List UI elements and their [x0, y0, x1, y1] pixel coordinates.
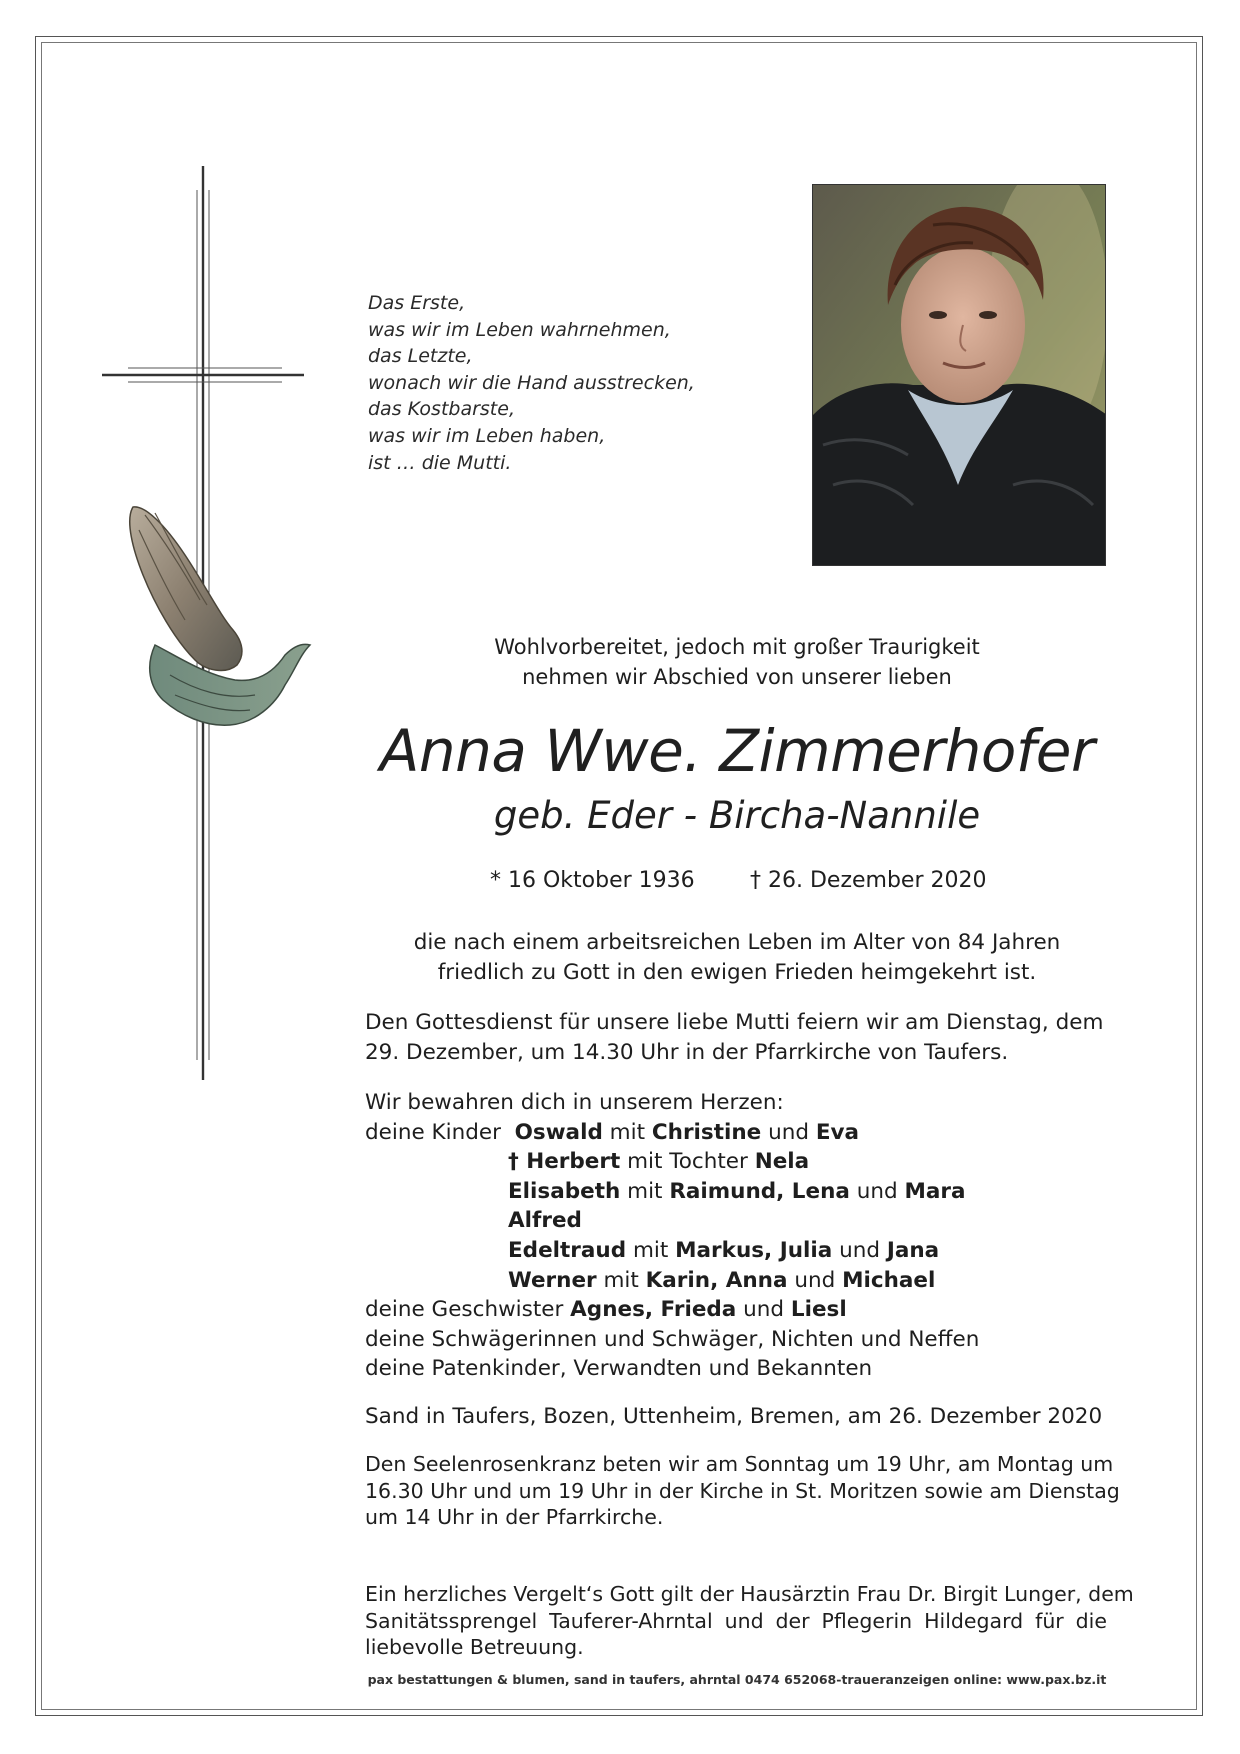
text-segment: deine Geschwister — [365, 1297, 571, 1323]
child-row — [365, 1147, 979, 1177]
child-row — [365, 1206, 979, 1236]
deceased-subname: geb. Eder - Bircha-Nannile — [493, 794, 981, 837]
name-bold: Mara — [904, 1178, 966, 1204]
name-bold: Raimund, Lena — [669, 1178, 850, 1204]
rosary-line: 16.30 Uhr und um 19 Uhr in der Kirche in St. Moritzen sowie am Dienstag — [365, 1478, 1120, 1503]
passed-line: friedlich zu Gott in den ewigen Frieden heimgekehrt ist. — [437, 960, 1037, 985]
portrait-image — [813, 185, 1106, 566]
name-bold: Edeltraud — [508, 1237, 627, 1263]
text-segment: mit Tochter — [620, 1149, 755, 1175]
text-segment: und — [832, 1237, 887, 1263]
service-line: Den Gottesdienst für unsere liebe Mutti feiern wir am Dienstag, dem — [365, 1010, 1104, 1035]
text-segment: und — [849, 1178, 905, 1204]
name-bold: Jana — [886, 1237, 940, 1263]
child-row — [365, 1236, 979, 1266]
name-bold: Nela — [754, 1149, 810, 1175]
poem-line: was wir im Leben haben, — [368, 424, 606, 447]
service-text — [365, 1008, 1107, 1067]
thanks-text — [365, 1581, 1134, 1661]
poem-line: wonach wir die Hand ausstrecken, — [368, 371, 695, 394]
inlaws-row: deine Schwägerinnen und Schwäger, Nichten und Neffen — [365, 1326, 980, 1352]
death-date: † 26. Dezember 2020 — [750, 868, 987, 893]
name-bold: Markus, Julia — [675, 1237, 833, 1263]
portrait-photo — [812, 184, 1106, 566]
name-bold: Agnes, Frieda — [570, 1297, 737, 1323]
children-label: deine Kinder — [365, 1119, 501, 1145]
name-bold: Liesl — [790, 1297, 847, 1323]
text-segment: mit — [602, 1119, 652, 1145]
text-segment: und — [736, 1297, 791, 1323]
name-bold: Elisabeth — [508, 1178, 621, 1204]
poem-line: was wir im Leben wahrnehmen, — [368, 318, 671, 341]
intro-line: nehmen wir Abschied von unserer lieben — [522, 665, 952, 689]
poem-line: das Letzte, — [368, 345, 473, 368]
place-date: Sand in Taufers, Bozen, Uttenheim, Bremen, am 26. Dezember 2020 — [365, 1404, 1103, 1429]
name-bold: Oswald — [514, 1119, 603, 1145]
text-segment: mit — [626, 1237, 676, 1263]
intro-text — [367, 632, 1107, 692]
passed-line: die nach einem arbeitsreichen Leben im Alter von 84 Jahren — [413, 930, 1061, 955]
rosary-text — [365, 1451, 1120, 1531]
praying-hands-icon — [125, 505, 315, 730]
deceased-name: Anna Wwe. Zimmerhofer — [379, 717, 1095, 785]
intro-line: Wohlvorbereitet, jedoch mit großer Traurigkeit — [494, 635, 980, 659]
text-segment: mit — [620, 1178, 670, 1204]
text-segment: und — [787, 1267, 843, 1293]
child-row — [515, 1120, 859, 1145]
birth-date: * 16 Oktober 1936 — [490, 868, 695, 893]
rosary-line: um 14 Uhr in der Pfarrkirche. — [365, 1505, 664, 1529]
name-bold: Werner — [508, 1267, 597, 1293]
name-bold: Christine — [651, 1119, 762, 1145]
poem-line: ist … die Mutti. — [368, 451, 512, 474]
poem-line: das Kostbarste, — [368, 398, 515, 421]
text-segment: mit — [596, 1267, 646, 1293]
children-first-row — [365, 1118, 979, 1148]
footer: pax bestattungen & blumen, sand in taufers, ahrntal 0474 652068-traueranzeigen online: www.pax.bz.it — [367, 1672, 1107, 1687]
child-row — [365, 1177, 979, 1207]
thanks-line: liebevolle Betreuung. — [365, 1635, 584, 1659]
name-bold: Alfred — [508, 1208, 582, 1234]
name-bold: Karin, Anna — [645, 1267, 788, 1293]
godchildren-row: deine Patenkinder, Verwandten und Bekannten — [365, 1356, 873, 1382]
poem-line: Das Erste, — [368, 292, 466, 314]
name-bold: Michael — [842, 1267, 936, 1293]
siblings-row — [365, 1295, 979, 1325]
poem — [368, 290, 695, 476]
thanks-line: Sanitätssprengel Tauferer-Ahrntal und der Pflegerin Hildegard für die — [365, 1608, 1107, 1633]
name-bold: † Herbert — [508, 1149, 621, 1175]
family-list — [365, 1088, 979, 1384]
text-segment: und — [761, 1119, 816, 1145]
child-row — [365, 1266, 979, 1296]
family-heading: Wir bewahren dich in unserem Herzen: — [365, 1090, 784, 1115]
rosary-line: Den Seelenrosenkranz beten wir am Sonntag um 19 Uhr, am Montag um — [365, 1452, 1114, 1476]
name-bold: Eva — [815, 1119, 860, 1145]
passed-text — [367, 928, 1107, 988]
service-line: 29. Dezember, um 14.30 Uhr in der Pfarrkirche von Taufers. — [365, 1039, 1009, 1065]
thanks-line: Ein herzliches Vergelt‘s Gott gilt der Hausärztin Frau Dr. Birgit Lunger, dem — [365, 1582, 1134, 1606]
